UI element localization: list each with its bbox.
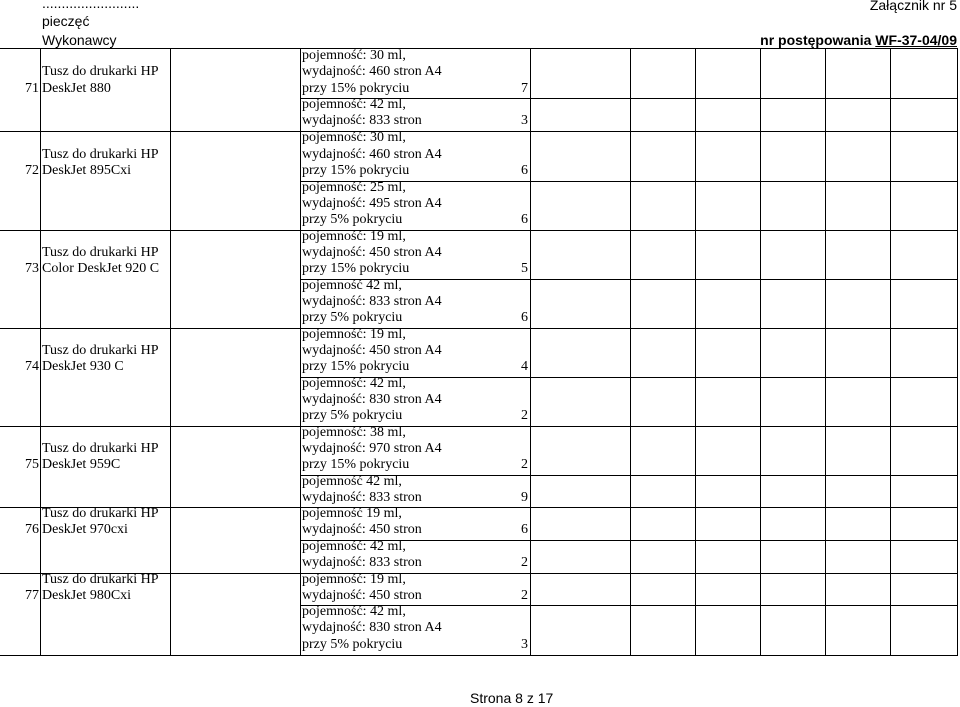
spec-line: wydajność: 460 stron A4	[302, 64, 442, 79]
quantity: 3	[521, 113, 528, 128]
spec-line: pojemność: 42 ml,	[302, 376, 406, 391]
quantity: 6	[521, 522, 528, 537]
product-name-line: DeskJet 880	[42, 81, 111, 96]
spec-line: wydajność: 970 stron A4	[302, 441, 442, 456]
row-number: 77	[25, 588, 39, 603]
product-name-line: Tusz do drukarki HP	[42, 441, 159, 456]
product-name-line: Tusz do drukarki HP	[42, 64, 159, 79]
spec-line: przy 15% pokryciu	[302, 261, 410, 276]
spec-line: wydajność: 450 stron	[302, 588, 422, 603]
spec-line: przy 15% pokryciu	[302, 457, 410, 472]
spec-line: wydajność: 450 stron A4	[302, 245, 442, 260]
product-name-line: Tusz do drukarki HP	[42, 343, 159, 358]
spec-line: wydajność: 830 stron A4	[302, 620, 442, 635]
product-name-line: DeskJet 930 C	[42, 359, 124, 374]
spec-line: pojemność: 30 ml,	[302, 48, 406, 63]
table-rule-vertical	[760, 48, 761, 656]
table-rule-horizontal	[0, 230, 958, 231]
quantity: 6	[521, 310, 528, 325]
product-name-line: DeskJet 980Cxi	[42, 588, 132, 603]
spec-line: wydajność: 450 stron	[302, 522, 422, 537]
spec-line: przy 15% pokryciu	[302, 81, 410, 96]
quantity: 2	[521, 555, 528, 570]
row-number: 71	[25, 81, 39, 96]
spec-line: wydajność: 450 stron A4	[302, 343, 442, 358]
quantity: 2	[521, 408, 528, 423]
table-rule-vertical	[300, 48, 301, 656]
row-number: 73	[25, 261, 39, 276]
row-number: 72	[25, 163, 39, 178]
spec-line: przy 15% pokryciu	[302, 163, 410, 178]
product-name-line: Color DeskJet 920 C	[42, 261, 160, 276]
stamp-label: pieczęć	[42, 13, 90, 29]
product-name-line: DeskJet 970cxi	[42, 522, 128, 537]
table-rule-horizontal	[0, 48, 958, 49]
table-rule-vertical	[957, 48, 958, 656]
quantity: 9	[521, 490, 528, 505]
table-rule-vertical	[890, 48, 891, 656]
product-name-line: Tusz do drukarki HP	[42, 245, 159, 260]
spec-line: wydajność: 830 stron A4	[302, 392, 442, 407]
quantity: 2	[521, 588, 528, 603]
page-number: Strona 8 z 17	[470, 690, 554, 706]
spec-line: wydajność: 833 stron	[302, 490, 422, 505]
product-name-line: Tusz do drukarki HP	[42, 147, 159, 162]
table-rule-vertical	[40, 48, 41, 656]
spec-line: pojemność: 30 ml,	[302, 130, 406, 145]
spec-line: przy 5% pokryciu	[302, 637, 403, 652]
spec-line: wydajność: 495 stron A4	[302, 196, 442, 211]
spec-line: pojemność: 42 ml,	[302, 97, 406, 112]
row-number: 75	[25, 457, 39, 472]
row-number: 74	[25, 359, 39, 374]
quantity: 5	[521, 261, 528, 276]
table-rule-vertical	[825, 48, 826, 656]
table-rule-horizontal	[0, 426, 958, 427]
procedure-reference	[760, 32, 957, 48]
quantity: 7	[521, 81, 528, 96]
procedure-label: nr postępowania	[760, 32, 872, 48]
spec-line: pojemność: 19 ml,	[302, 327, 406, 342]
product-name-line: Tusz do drukarki HP	[42, 506, 159, 521]
spec-line: pojemność 19 ml,	[302, 506, 402, 521]
spec-line: pojemność: 42 ml,	[302, 604, 406, 619]
spec-line: pojemność: 25 ml,	[302, 180, 406, 195]
product-name-line: DeskJet 959C	[42, 457, 121, 472]
stamp-dots: .........................	[42, 0, 140, 11]
spec-line: przy 5% pokryciu	[302, 212, 403, 227]
stamp-owner: Wykonawcy	[42, 32, 117, 48]
table-rule-vertical	[530, 48, 531, 656]
row-number: 76	[25, 522, 39, 537]
procedure-number: WF-37-04/09	[875, 32, 957, 48]
table-rule-vertical	[695, 48, 696, 656]
table-rule-vertical	[170, 48, 171, 656]
spec-line: pojemność: 38 ml,	[302, 425, 406, 440]
spec-line: pojemność: 42 ml,	[302, 539, 406, 554]
table-rule-vertical	[630, 48, 631, 656]
spec-line: pojemność: 19 ml,	[302, 229, 406, 244]
attachment-title: Załącznik nr 5	[869, 0, 957, 13]
spec-line: przy 5% pokryciu	[302, 310, 403, 325]
spec-line: wydajność: 833 stron	[302, 555, 422, 570]
product-name-line: Tusz do drukarki HP	[42, 572, 159, 587]
spec-line: pojemność: 19 ml,	[302, 572, 406, 587]
table-rule-horizontal	[0, 131, 958, 132]
spec-line: wydajność: 460 stron A4	[302, 147, 442, 162]
quantity: 6	[521, 163, 528, 178]
spec-line: wydajność: 833 stron	[302, 113, 422, 128]
spec-line: przy 15% pokryciu	[302, 359, 410, 374]
spec-line: wydajność: 833 stron A4	[302, 294, 442, 309]
spec-line: pojemność 42 ml,	[302, 474, 402, 489]
quantity: 2	[521, 457, 528, 472]
product-name-line: DeskJet 895Cxi	[42, 163, 132, 178]
quantity: 4	[521, 359, 528, 374]
quantity: 6	[521, 212, 528, 227]
spec-line: pojemność 42 ml,	[302, 278, 402, 293]
quantity: 3	[521, 637, 528, 652]
spec-line: przy 5% pokryciu	[302, 408, 403, 423]
table-rule-horizontal	[0, 655, 958, 656]
table-rule-horizontal	[0, 328, 958, 329]
